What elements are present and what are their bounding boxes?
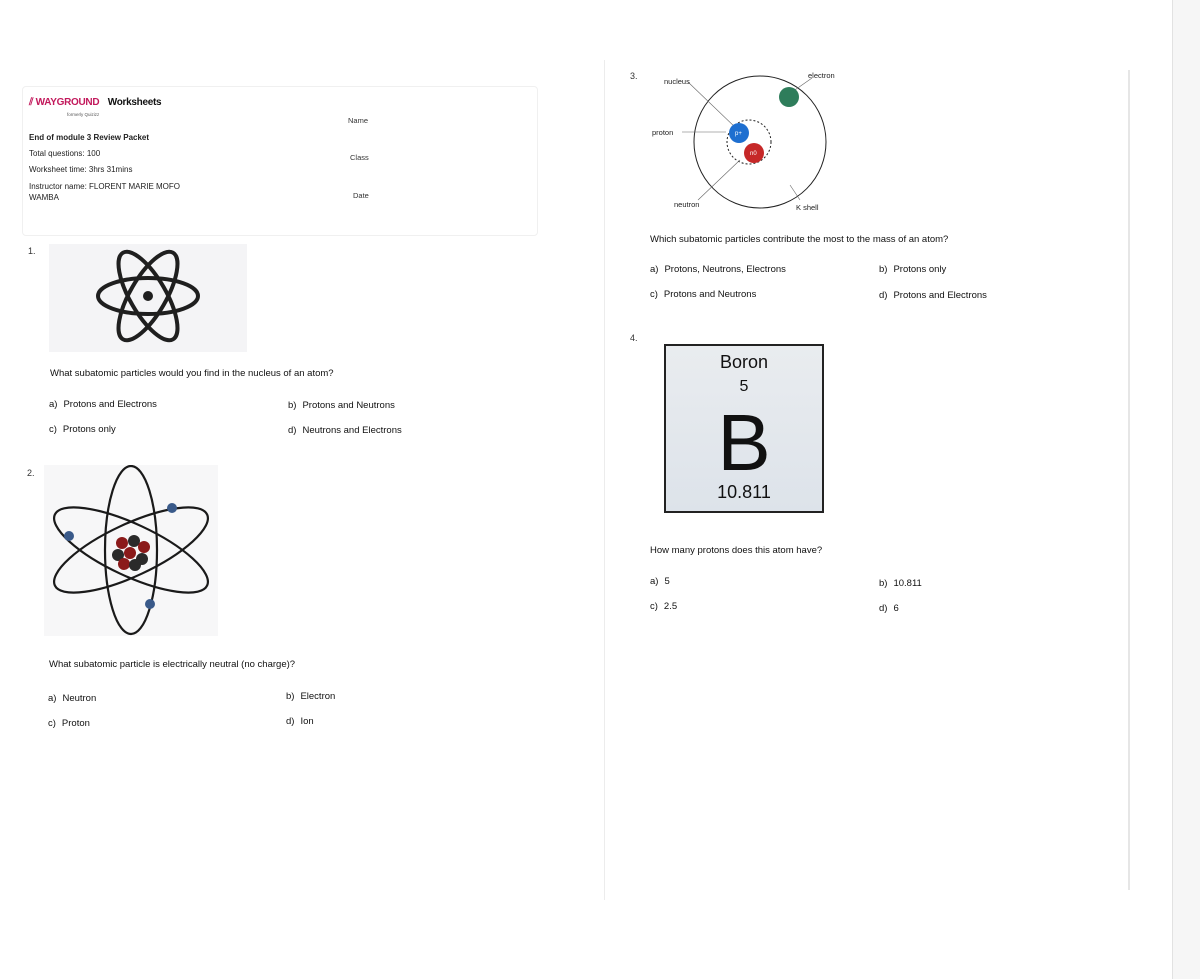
question-text: What subatomic particle is electrically neutral (no charge)? (49, 659, 296, 670)
class-field-label: Class (350, 153, 369, 162)
option-a[interactable]: a) Neutron (48, 693, 97, 704)
element-symbol: B (717, 398, 771, 487)
question-number: 1. (28, 246, 36, 256)
worksheet-header (22, 86, 538, 236)
question-text: How many protons does this atom have? (650, 545, 823, 556)
option-a[interactable]: a) 5 (650, 576, 670, 587)
page-margin (1172, 0, 1200, 979)
worksheet-title: End of module 3 Review Packet (29, 133, 150, 142)
option-b[interactable]: b) Protons and Neutrons (288, 400, 395, 411)
page-spine (604, 60, 605, 900)
page-edge (1128, 70, 1130, 890)
element-name: Boron (719, 352, 769, 372)
date-field-label: Date (353, 191, 369, 200)
atom-model-image (44, 465, 218, 636)
label-proton: proton (652, 128, 674, 137)
question-number: 3. (630, 71, 638, 81)
instructor-name-cont: WAMBA (29, 193, 59, 202)
label-nucleus: nucleus (664, 77, 690, 86)
question-text: Which subatomic particles contribute the most to the mass of an atom? (650, 234, 949, 245)
logo-mark-icon: ⫽ (29, 97, 34, 108)
atom-icon (49, 244, 247, 352)
product-name: Worksheets (107, 97, 162, 108)
option-c[interactable]: c) Proton (48, 718, 90, 729)
name-field-label: Name (348, 116, 369, 125)
worksheet-time: Worksheet time: 3hrs 31mins (29, 165, 133, 174)
total-questions: Total questions: 100 (29, 149, 101, 158)
element-tile (664, 344, 824, 513)
option-b[interactable]: b) 10.811 (879, 578, 922, 589)
question-text: What subatomic particles would you find in the nucleus of an atom? (50, 368, 334, 379)
label-neutron: neutron (674, 200, 700, 209)
instructor-name: Instructor name: FLORENT MARIE MOFO (29, 182, 180, 191)
option-d[interactable]: d) Protons and Electrons (879, 290, 987, 301)
label-electron: electron (808, 71, 835, 80)
label-kshell: K shell (796, 203, 819, 212)
option-d[interactable]: d) Ion (286, 716, 314, 727)
atomic-mass: 10.811 (717, 482, 771, 502)
neutron-symbol: n0 (750, 151, 757, 157)
option-c[interactable]: c) Protons only (49, 424, 116, 435)
option-b[interactable]: b) Electron (286, 691, 336, 702)
proton-symbol: p+ (735, 131, 742, 137)
brand-subtitle: formerly Quizizz (67, 112, 100, 117)
atom-model-icon (44, 465, 218, 636)
option-c[interactable]: c) 2.5 (650, 601, 678, 612)
option-c[interactable]: c) Protons and Neutrons (650, 289, 757, 300)
electron-sphere (779, 87, 799, 107)
option-a[interactable]: a) Protons, Neutrons, Electrons (650, 264, 786, 275)
option-a[interactable]: a) Protons and Electrons (49, 399, 157, 410)
atom-symbol-image (49, 244, 247, 352)
question-number: 2. (27, 468, 35, 478)
option-b[interactable]: b) Protons only (879, 264, 947, 275)
atomic-number: 5 (739, 378, 749, 395)
brand-name: WAYGROUND (35, 97, 100, 108)
option-d[interactable]: d) Neutrons and Electrons (288, 425, 402, 436)
brand-logo (29, 97, 161, 108)
option-d[interactable]: d) 6 (879, 603, 899, 614)
question-number: 4. (630, 333, 638, 343)
